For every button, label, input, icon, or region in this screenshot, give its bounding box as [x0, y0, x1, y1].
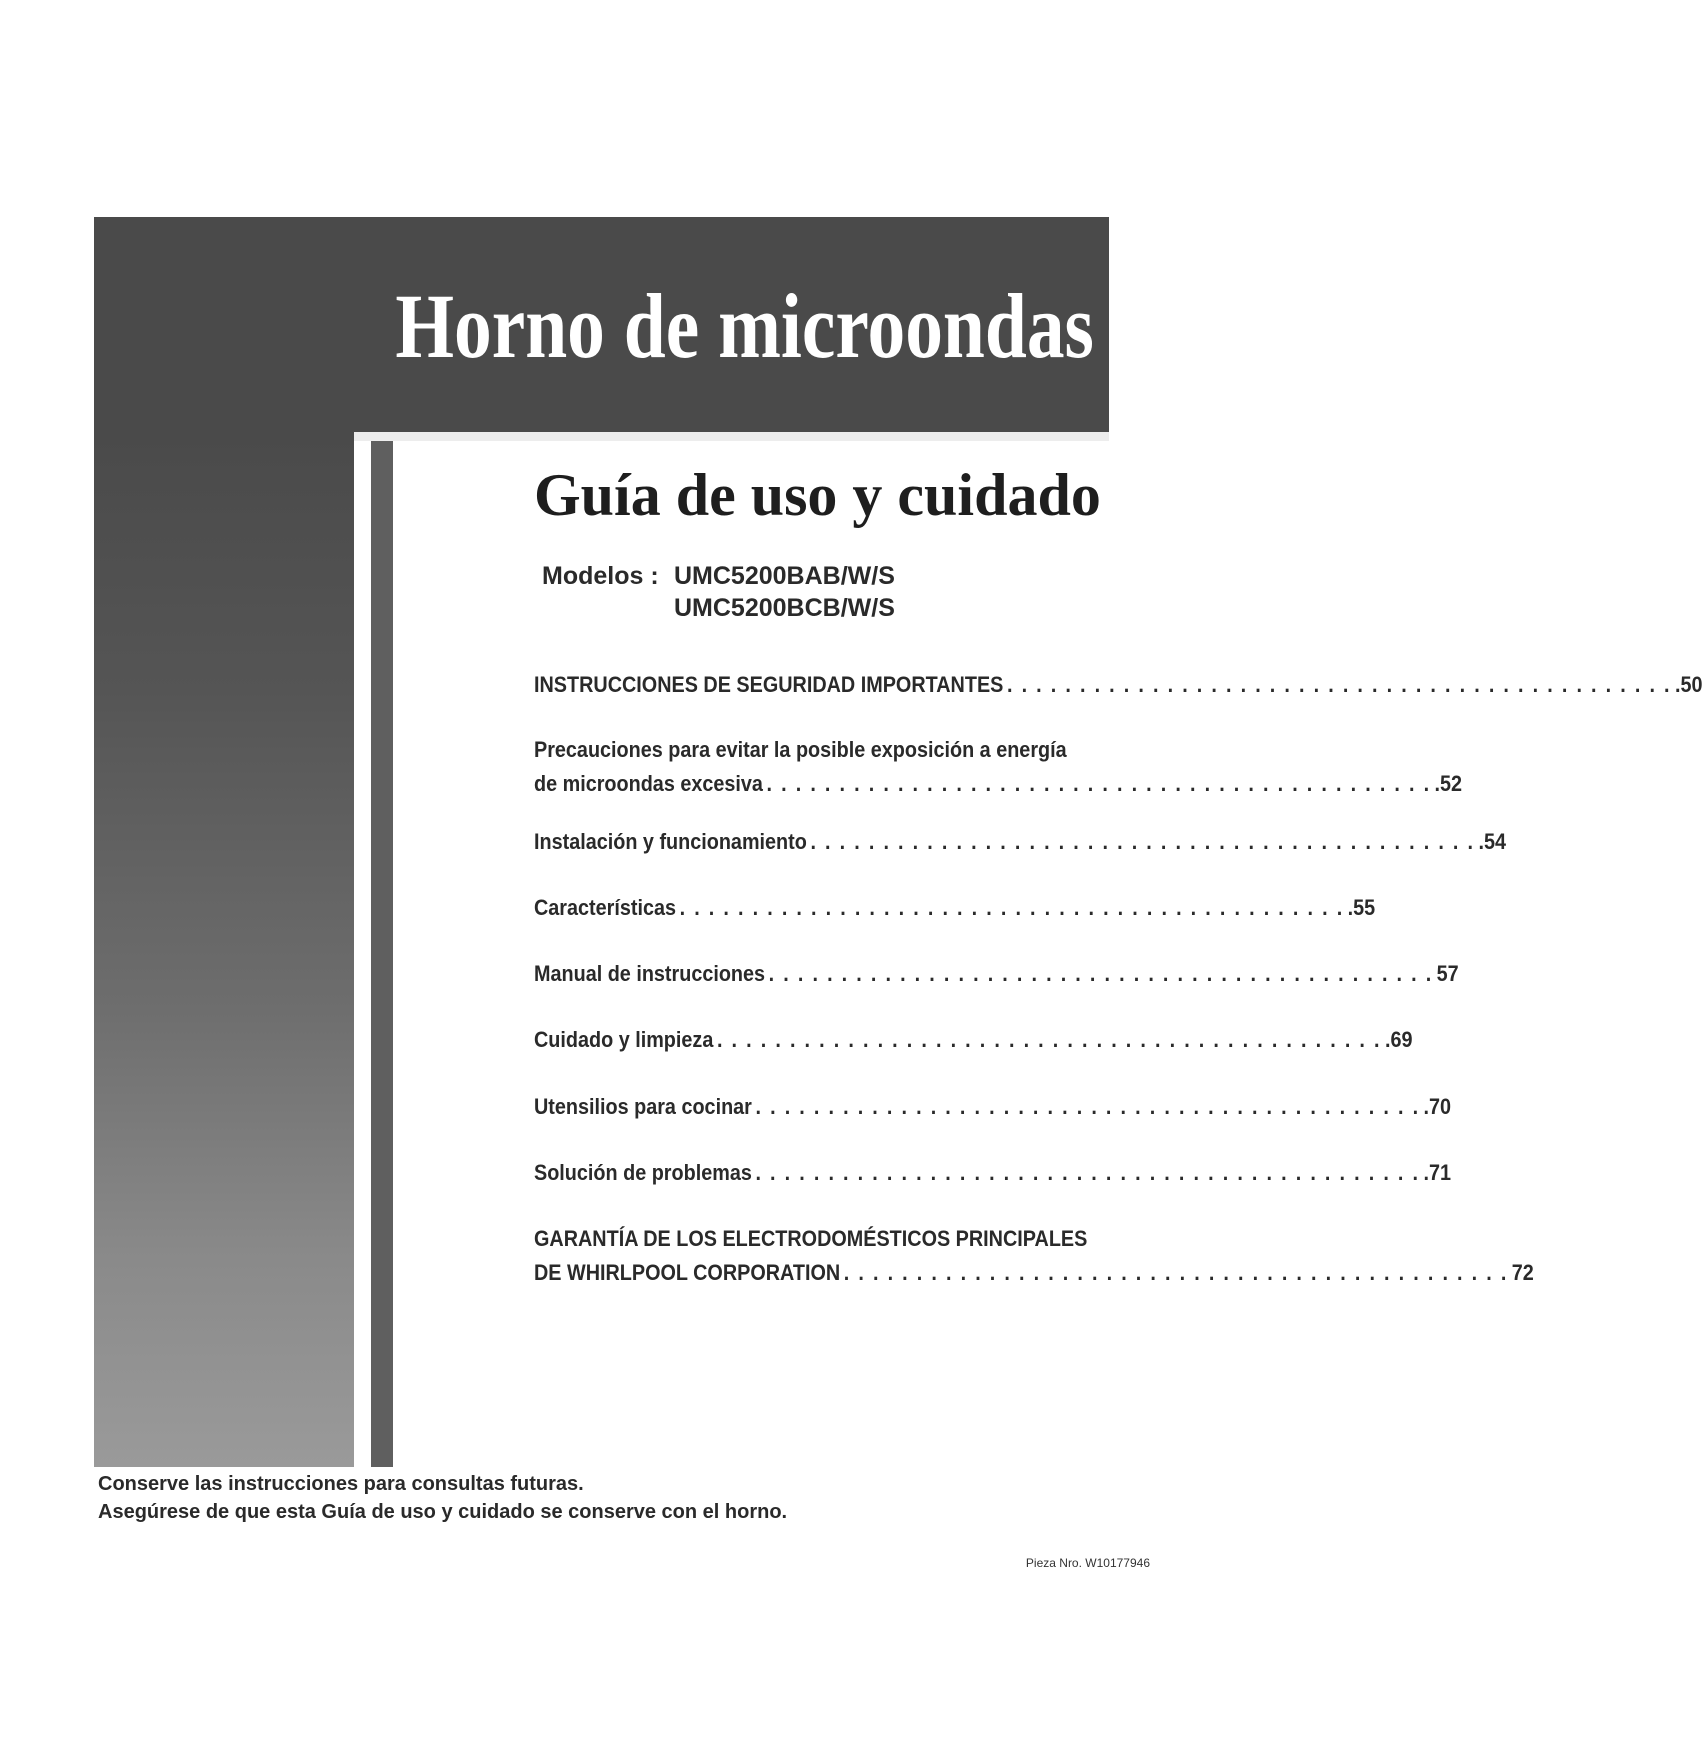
toc-entry[interactable]	[534, 1222, 1534, 1290]
toc-page-number: 72	[1511, 1260, 1534, 1285]
toc-page-number: .52	[1434, 771, 1463, 796]
toc-page-number: .54	[1478, 829, 1506, 854]
toc-entry[interactable]	[534, 733, 1463, 801]
toc-entry-title: Instalación y funcionamiento	[534, 829, 807, 854]
toc-leader-dots: . . . . . . . . . . . . . . . . . . . . . . . . . . . . . . . . . . . . . . . . . . . . . .	[810, 829, 1475, 854]
toc-page-number: .71	[1423, 1160, 1451, 1185]
toc-page-number: .55	[1347, 895, 1376, 920]
toc-leader-dots: . . . . . . . . . . . . . . . . . . . . . . . . . . . . . . . . . . . . . . . . . . . . . .	[755, 1160, 1420, 1185]
toc-page-number: .50	[1674, 672, 1703, 697]
toc-entry[interactable]	[534, 1090, 1452, 1124]
toc-entry-title: Características	[534, 895, 677, 920]
toc-entry[interactable]	[534, 825, 1506, 859]
footer-note: Asegúrese de que esta Guía de uso y cuidado se conserve con el horno.	[98, 1501, 788, 1523]
toc-entry[interactable]	[534, 1023, 1413, 1057]
toc-entry[interactable]	[534, 1156, 1451, 1190]
toc-leader-dots: . . . . . . . . . . . . . . . . . . . . . . . . . . . . . . . . . . . . . . . . . . . . . .	[679, 895, 1345, 920]
footer-notes	[98, 1470, 787, 1526]
toc-entry[interactable]	[534, 957, 1459, 991]
toc-leader-dots: . . . . . . . . . . . . . . . . . . . . . . . . . . . . . . . . . . . . . . . . . . . . . .	[768, 961, 1434, 986]
toc-page-number: 57	[1436, 961, 1459, 986]
left-gradient-column	[94, 432, 354, 1467]
toc-entry-title: Cuidado y limpieza	[534, 1027, 714, 1052]
toc-page-number: .70	[1423, 1094, 1452, 1119]
models-label: Modelos :	[542, 562, 659, 590]
toc-entry-title: INSTRUCCIONES DE SEGURIDAD IMPORTANTES	[534, 672, 1004, 697]
document-subtitle: Guía de uso y cuidado	[534, 462, 1101, 528]
toc-entry[interactable]	[534, 891, 1376, 925]
inner-divider-top	[354, 432, 1109, 441]
toc-entry-title: DE WHIRLPOOL CORPORATION	[534, 1260, 841, 1285]
toc-entry-title-line1: Precauciones para evitar la posible exposición a energía	[534, 737, 1067, 762]
toc-page-number: .69	[1384, 1027, 1413, 1052]
model-number: UMC5200BAB/W/S	[674, 562, 895, 590]
toc-leader-dots: . . . . . . . . . . . . . . . . . . . . . . . . . . . . . . . . . . . . . . . . . . . . . .	[755, 1094, 1420, 1119]
toc-leader-dots: . . . . . . . . . . . . . . . . . . . . . . . . . . . . . . . . . . . . . . . . . . . . . .	[1006, 672, 1672, 697]
toc-entry-title: Manual de instrucciones	[534, 961, 766, 986]
footer-note: Conserve las instrucciones para consultas futuras.	[98, 1473, 584, 1495]
toc-leader-dots: . . . . . . . . . . . . . . . . . . . . . . . . . . . . . . . . . . . . . . . . . . . . . .	[766, 771, 1431, 796]
part-number: Pieza Nro. W10177946	[1025, 1556, 1150, 1570]
toc-leader-dots: . . . . . . . . . . . . . . . . . . . . . . . . . . . . . . . . . . . . . . . . . . . . . .	[716, 1027, 1382, 1052]
toc-entry-title: Utensilios para cocinar	[534, 1094, 752, 1119]
document-title: Horno de microondas	[395, 275, 1094, 377]
models-block	[542, 560, 895, 624]
model-number: UMC5200BCB/W/S	[674, 594, 895, 622]
toc-entry[interactable]	[534, 668, 1703, 702]
toc-entry-title: Solución de problemas	[534, 1160, 752, 1185]
toc-entry-title-line1: GARANTÍA DE LOS ELECTRODOMÉSTICOS PRINCIPALES	[534, 1226, 1088, 1251]
toc-entry-title: de microondas excesiva	[534, 771, 763, 796]
inner-vertical-bar	[371, 441, 393, 1467]
toc-leader-dots: . . . . . . . . . . . . . . . . . . . . . . . . . . . . . . . . . . . . . . . . . . . . . .	[843, 1260, 1509, 1285]
